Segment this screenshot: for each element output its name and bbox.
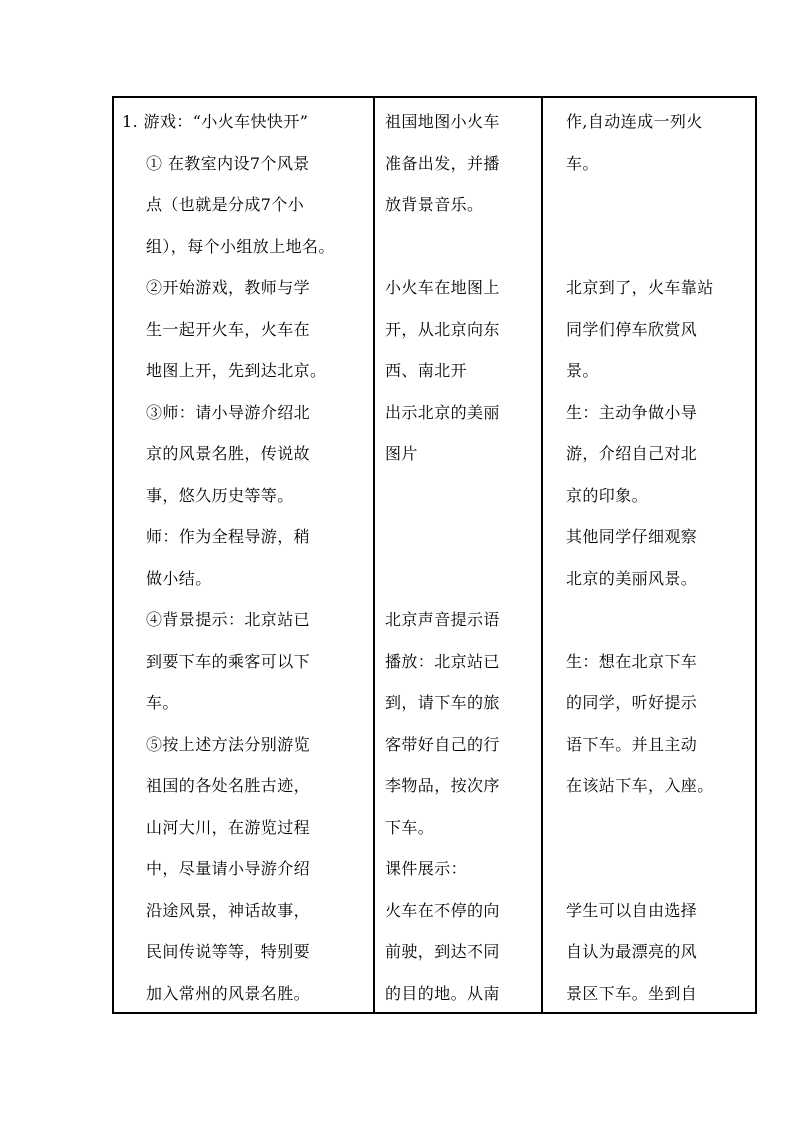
step-line: 组），每个小组放上地名。 (146, 237, 335, 256)
student-line: 作,自动连成一列火 (566, 112, 703, 131)
step-line: ① 在教室内设7个风景 (146, 154, 310, 173)
step-line: 事，悠久历史等等。 (146, 486, 294, 505)
student-line: 景。 (566, 361, 599, 380)
step-line: 中，尽量请小导游介绍 (146, 859, 311, 878)
column-divider (541, 98, 543, 1012)
student-line: 同学们停车欣赏风 (566, 320, 698, 339)
media-line: 祖国地图小火车 (385, 112, 500, 131)
student-line: 语下车。并且主动 (566, 735, 698, 754)
media-line: 放背景音乐。 (385, 195, 484, 214)
step-line: 山河大川，在游览过程 (146, 818, 311, 837)
media-line: 北京声音提示语 (385, 610, 500, 629)
student-line: 学生可以自由选择 (566, 901, 698, 920)
media-line: 的目的地。从南 (385, 984, 500, 1003)
media-line: 西、南北开 (385, 361, 468, 380)
step-line: 车。 (146, 693, 179, 712)
step-line: 到要下车的乘客可以下 (146, 652, 311, 671)
student-line: 生：主动争做小导 (566, 403, 698, 422)
step-line: 地图上开，先到达北京。 (146, 361, 327, 380)
media-line: 出示北京的美丽 (385, 403, 500, 422)
media-line: 开，从北京向东 (385, 320, 500, 339)
student-line: 北京的美丽风景。 (566, 569, 698, 588)
student-line: 自认为最漂亮的风 (566, 942, 698, 961)
student-line: 其他同学仔细观察 (566, 527, 698, 546)
media-line: 播放：北京站已 (385, 652, 500, 671)
step-line: 1. 游戏：“小火车快快开” (122, 112, 309, 131)
media-line: 下车。 (385, 818, 435, 837)
student-line: 车。 (566, 154, 599, 173)
step-line: 生一起开火车，火车在 (146, 320, 311, 339)
step-line: 京的风景名胜，传说故 (146, 444, 311, 463)
step-line: 民间传说等等，特别要 (146, 942, 311, 961)
step-line: ③师：请小导游介绍北 (146, 403, 311, 422)
student-line: 北京到了，火车靠站 (566, 278, 714, 297)
media-line: 课件展示： (385, 859, 468, 878)
column-divider (373, 98, 375, 1012)
step-line: 沿途风景，神话故事， (146, 901, 311, 920)
media-line: 图片 (385, 444, 418, 463)
student-line: 京的印象。 (566, 486, 649, 505)
step-line: 加入常州的风景名胜。 (146, 984, 311, 1003)
media-line: 客带好自己的行 (385, 735, 500, 754)
step-line: 师：作为全程导游，稍 (146, 527, 311, 546)
step-line: 点（也就是分成7个小 (146, 195, 305, 214)
step-line: 祖国的各处名胜古迹， (146, 776, 311, 795)
step-line: ②开始游戏，教师与学 (146, 278, 311, 297)
media-line: 火车在不停的向 (385, 901, 500, 920)
student-line: 生：想在北京下车 (566, 652, 698, 671)
step-line: 做小结。 (146, 569, 212, 588)
student-line: 的同学，听好提示 (566, 693, 698, 712)
media-line: 李物品，按次序 (385, 776, 500, 795)
student-line: 游，介绍自己对北 (566, 444, 698, 463)
media-line: 准备出发，并播 (385, 154, 500, 173)
student-line: 在该站下车，入座。 (566, 776, 714, 795)
student-line: 景区下车。坐到自 (566, 984, 698, 1003)
media-line: 小火车在地图上 (385, 278, 500, 297)
media-line: 前驶，到达不同 (385, 942, 500, 961)
media-line: 到，请下车的旅 (385, 693, 500, 712)
step-line: ④背景提示：北京站已 (146, 610, 311, 629)
step-line: ⑤按上述方法分别游览 (146, 735, 311, 754)
